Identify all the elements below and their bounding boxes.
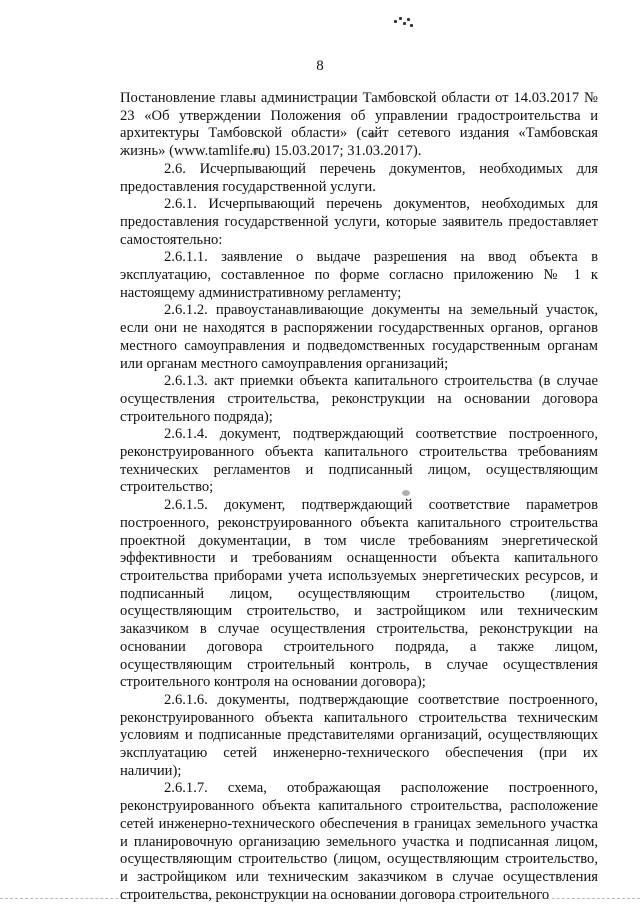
paragraph-2-6-1-2: 2.6.1.2. правоустанавливающие документы на земельный участок, если они не находятся в распоряжении государственных органов, органов местного самоуправления и подведомственных государственным органам или органам местного самоуправления организаций; xyxy=(120,302,598,372)
scan-smudge xyxy=(402,490,410,496)
paragraph-2-6-1-5: 2.6.1.5. документ, подтверждающий соответствие параметров построенного, реконструированного объекта капитального строительства проектной документации, в том числе требованиям энергетической эффективности и требованиям оснащенности объекта капитального строительства приборами учета используемых энергетических ресурсов, и подписанный лицом, осуществляющим строительство (лицом, осуществляющим строительство, и застройщиком или техническим заказчиком в случае осуществления строительства, реконструкции на основании договора строительного подряда, а также лицом, осуществляющим строительный контроль, в случае осуществления строительного контроля на основании договора); xyxy=(120,497,598,691)
paragraph-2-6-1-1: 2.6.1.1. заявление о выдаче разрешения на ввод объекта в эксплуатацию, составленное по форме согласно приложению № 1 к настоящему административному регламенту; xyxy=(120,249,598,301)
scan-speck-mark xyxy=(392,16,414,30)
paragraph-resolution-reference: Постановление главы администрации Тамбовской области от 14.03.2017 № 23 «Об утверждении Положения об управлении градостроительства и архитектуры Тамбовской области» (сайт сетевого издания «Тамбовская жизнь» (www.tamlife.ru) 15.03.2017; 31.03.2017). xyxy=(120,90,598,160)
paragraph-2-6-1: 2.6.1. Исчерпывающий перечень документов, необходимых для предоставления государственной услуги, которые заявитель предоставляет самостоятельно: xyxy=(120,196,598,248)
paragraph-2-6-1-3: 2.6.1.3. акт приемки объекта капитального строительства (в случае осуществления строительства, реконструкции на основании договора строительного подряда); xyxy=(120,373,598,425)
paragraph-2-6-1-4: 2.6.1.4. документ, подтверждающий соответствие построенного, реконструированного объекта капитального строительства требованиям технических регламентов и подписанный лицом, осуществляющим строительство; xyxy=(120,426,598,496)
scan-bottom-edge xyxy=(0,898,640,903)
scan-smudge xyxy=(368,132,376,138)
scan-smudge xyxy=(185,876,189,880)
paragraph-2-6-1-6: 2.6.1.6. документы, подтверждающие соответствие построенного, реконструированного объекта капитального строительства техническим условиям и подписанные представителями организаций, осуществляющих эксплуатацию сетей инженерно-технического обеспечения (при их наличии); xyxy=(120,691,598,779)
paragraph-2-6-1-7: 2.6.1.7. схема, отображающая расположение построенного, реконструированного объекта капитального строительства, расположение сетей инженерно-технического обеспечения в границах земельного участка и планировочную организацию земельного участка и подписанная лицом, осуществляющим строительство (лицом, осуществляющим строительство, и застройщиком или техническим заказчиком в случае осуществления строительства, реконструкции на основании договора строительного xyxy=(120,780,598,903)
page-number: 8 xyxy=(316,58,324,74)
scan-smudge xyxy=(252,148,260,154)
paragraph-2-6: 2.6. Исчерпывающий перечень документов, необходимых для предоставления государственной услуги. xyxy=(120,160,598,195)
document-body xyxy=(120,90,598,904)
